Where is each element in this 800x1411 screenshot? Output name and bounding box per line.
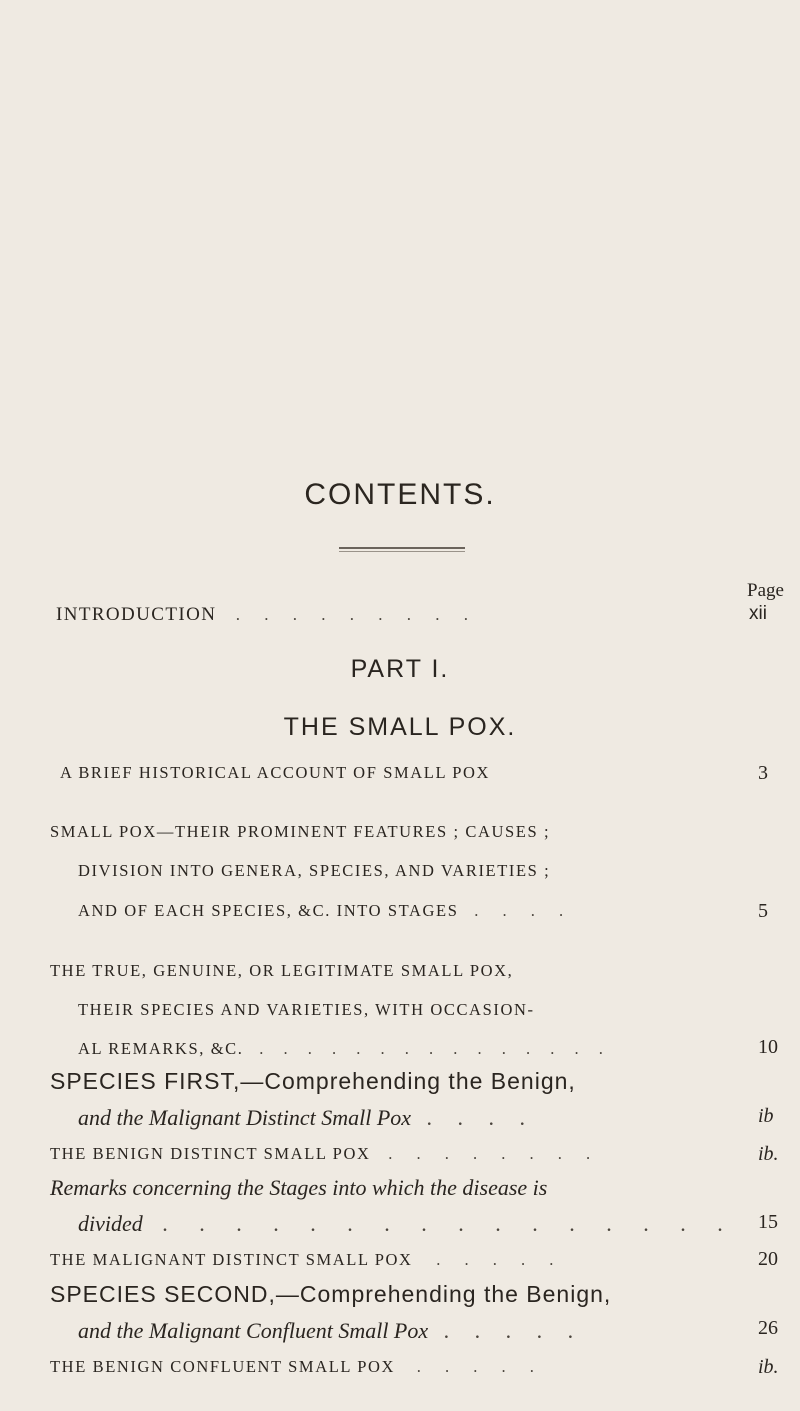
toc-entry[interactable]: [50, 1250, 563, 1270]
entry-page-number: ib.: [758, 1356, 779, 1378]
entry-line: THEIR SPECIES AND VARIETIES, WITH OCCASION-: [78, 1000, 535, 1019]
entry-page-number: xii: [749, 603, 767, 624]
entry-line: AL REMARKS, &C.: [78, 1039, 244, 1058]
leader-dots: . . . . .: [436, 1250, 564, 1269]
entry-line: divided: [78, 1211, 143, 1236]
entry-page-number: ib.: [758, 1143, 779, 1165]
entry-line: and the Malignant Distinct Small Pox: [78, 1105, 412, 1130]
entry-line: AND OF EACH SPECIES, &C. INTO STAGES: [78, 901, 459, 920]
entry-line: THE MALIGNANT DISTINCT SMALL POX: [50, 1250, 413, 1269]
entry-line: SPECIES FIRST,—Comprehending the Benign,: [50, 1068, 576, 1094]
leader-dots: . . . . . . . . . . . . . . .: [259, 1039, 611, 1058]
entry-line: Remarks concerning the Stages into which the disease is: [50, 1175, 548, 1200]
entry-page-number: 26: [758, 1317, 778, 1339]
entry-text: INTRODUCTION: [56, 604, 217, 625]
leader-dots: . . . .: [426, 1105, 536, 1130]
toc-entry[interactable]: [60, 763, 490, 783]
leader-dots: . . . . . . . . .: [235, 605, 479, 624]
entry-line: and the Malignant Confluent Small Pox: [78, 1318, 429, 1343]
entry-page-number: 10: [758, 1036, 778, 1058]
part-title: THE SMALL POX.: [283, 713, 517, 741]
part-label: PART I.: [350, 655, 450, 683]
entry-page-number: 20: [758, 1248, 778, 1270]
heading-rule-thin: [339, 551, 465, 552]
entry-line: A BRIEF HISTORICAL ACCOUNT OF SMALL POX: [60, 763, 491, 782]
contents-heading: CONTENTS.: [304, 478, 496, 511]
entry-page-number: 5: [758, 900, 768, 922]
page-column-label: Page: [747, 580, 784, 601]
entry-page-number: 15: [758, 1211, 778, 1233]
leader-dots: . . . . .: [443, 1318, 584, 1343]
entry-introduction[interactable]: [56, 604, 478, 626]
leader-dots: . . . . . . . . . . . . . . . .: [162, 1211, 736, 1236]
entry-line: THE BENIGN CONFLUENT SMALL POX: [50, 1357, 395, 1376]
leader-dots: . . . . . . . .: [388, 1144, 601, 1163]
leader-dots: . . . . .: [416, 1357, 544, 1376]
entry-line: THE TRUE, GENUINE, OR LEGITIMATE SMALL POX,: [50, 961, 514, 980]
entry-line: THE BENIGN DISTINCT SMALL POX: [50, 1144, 371, 1163]
entry-page-number: ib: [758, 1105, 774, 1127]
toc-entry[interactable]: [78, 1318, 583, 1344]
entry-line: SMALL POX—THEIR PROMINENT FEATURES ; CAUSES ;: [50, 822, 551, 841]
toc-entry[interactable]: [50, 1357, 544, 1377]
entry-page-number: 3: [758, 762, 768, 784]
toc-entry[interactable]: [78, 1105, 535, 1131]
entry-line: SPECIES SECOND,—Comprehending the Benign,: [50, 1281, 612, 1307]
toc-entry[interactable]: [78, 1039, 611, 1059]
toc-entry[interactable]: [78, 901, 573, 921]
entry-line: DIVISION INTO GENERA, SPECIES, AND VARIETIES ;: [78, 861, 551, 880]
toc-entry[interactable]: [50, 1144, 600, 1164]
heading-rule: [339, 547, 465, 549]
leader-dots: . . . .: [474, 901, 574, 920]
toc-entry[interactable]: [78, 1211, 736, 1237]
